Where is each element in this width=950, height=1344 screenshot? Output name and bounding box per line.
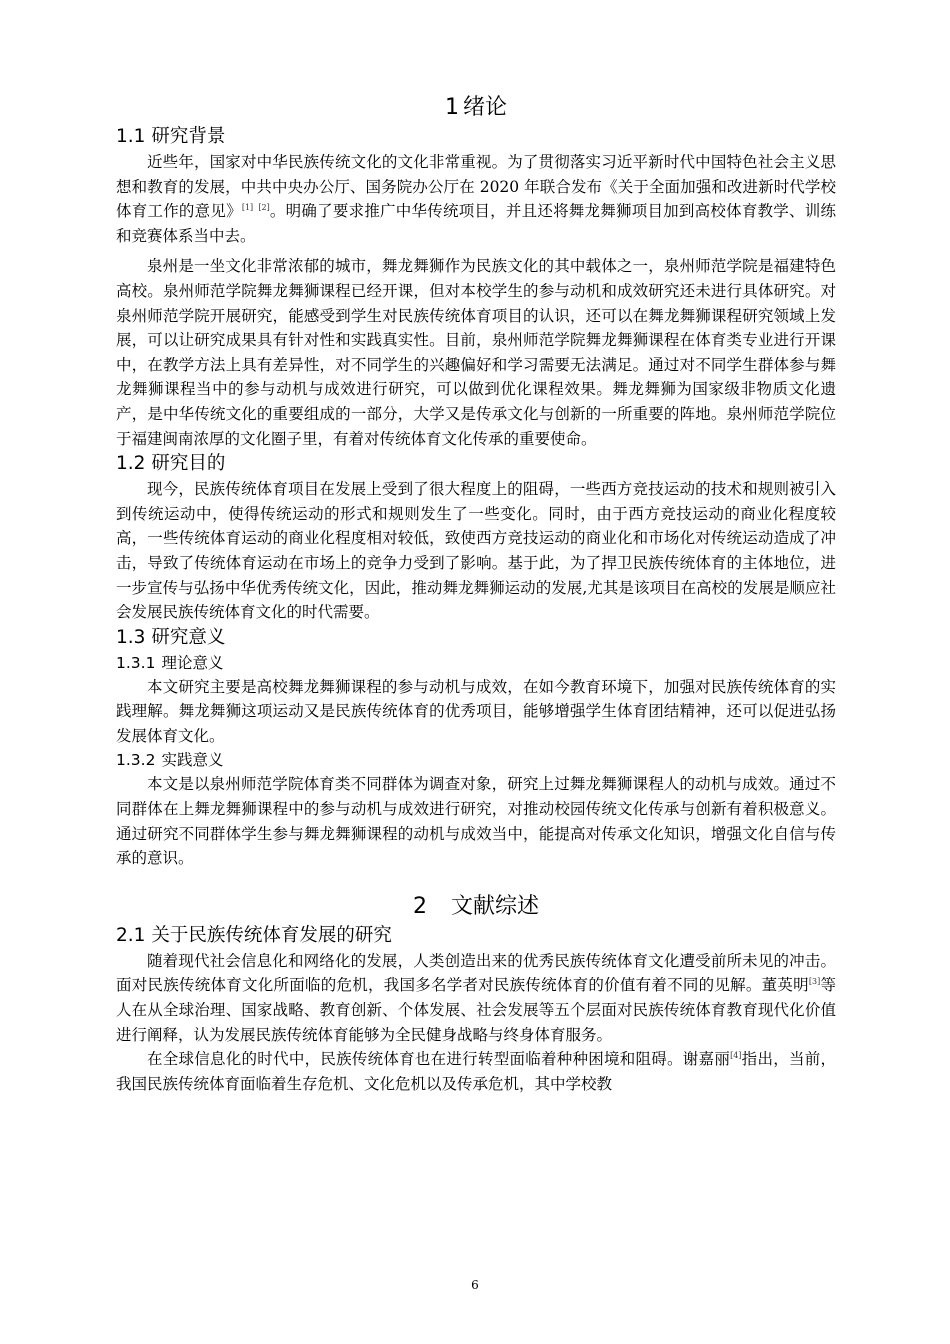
subsection-1-3-2-paragraph-1: 本文是以泉州师范学院体育类不同群体为调查对象，研究上过舞龙舞狮课程人的动机与成效。通过不同群体在上舞龙舞狮课程中的参与动机与成效进行研究，对推动校园传统文化传承与创新有着积极意义。通过研究不同群体学生参与舞龙舞狮课程的动机与成效当中，能提高对传承文化知识，增强文化自信与传承的意识。 xyxy=(116,775,836,868)
section-1-3-heading xyxy=(116,625,836,651)
subsection-1-3-1-heading xyxy=(116,651,836,675)
paragraph-text: 指出，当前，我国民族传统体育面临着生存危机、文化危机以及传承危机，其中学校教 xyxy=(116,1050,836,1093)
section-2-1-heading xyxy=(116,923,836,949)
section-1-2-title: 研究目的 xyxy=(151,453,226,475)
section-1-2-heading xyxy=(116,451,836,477)
paragraph-text: 。明确了要求推广中华传统项目，并且还将舞龙舞狮项目加到高校体育教学、训练和竞赛体系当中去。 xyxy=(116,202,836,245)
section-1-2-paragraph-1: 现今，民族传统体育项目在发展上受到了很大程度上的阻碍，一些西方竞技运动的技术和规则被引入到传统运动中，使得传统运动的形式和规则发生了一些变化。同时，由于西方竞技运动的商业化程度较高，一些传统体育运动的商业化程度相对较低，致使西方竞技运动的商业化和市场化对传统运动造成了冲击，导致了传统体育运动在市场上的竞争力受到了影响。基于此，为了捍卫民族传统体育的主体地位，进一步宣传与弘扬中华优秀传统文化，因此，推动舞龙舞狮运动的发展,尤其是该项目在高校的发展是顺应社会发展民族传统体育文化的时代需要。 xyxy=(116,480,836,622)
section-1-1-title: 研究背景 xyxy=(151,126,226,147)
citation-ref: [3] xyxy=(808,977,821,987)
citation-ref: [4] xyxy=(730,1051,742,1061)
page-number: 6 xyxy=(471,1278,479,1292)
section-1-3-title: 研究意义 xyxy=(151,626,226,648)
section-1-3-number: 1.3 xyxy=(116,626,146,648)
paragraph-text: 随着现代社会信息化和网络化的发展，人类创造出来的优秀民族传统体育文化遭受前所未见的冲击。面对民族传统体育文化所面临的危机，我国多名学者对民族传统体育的价值有着不同的见解。董英明 xyxy=(116,951,836,995)
subsection-1-3-1-paragraph-1: 本文研究主要是高校舞龙舞狮课程的参与动机与成效，在如今教育环境下，加强对民族传统体育的实践理解。舞龙舞狮这项运动又是民族传统体育的优秀项目，能够增强学生体育团结精神，还可以促进弘扬发展体育文化。 xyxy=(116,677,836,745)
paragraph-text: 近些年，国家对中华民族传统文化的文化非常重视。为了贯彻落实习近平新时代中国特色社会主义思想和教育的发展，中共中央办公厅、国务院办公厅在 2020 年联合发布《关于全面加强和改进新时代学校体育工作的意见》 xyxy=(116,153,836,221)
section-1-2-number: 1.2 xyxy=(116,453,146,475)
citation-ref: [2] xyxy=(258,203,270,213)
section-2-1-paragraph-1 xyxy=(116,949,836,1047)
subsection-1-3-1-number: 1.3.1 xyxy=(116,653,156,672)
chapter-1-title: 绪论 xyxy=(462,95,507,120)
subsection-1-3-2-title: 实践意义 xyxy=(161,751,224,770)
subsection-1-3-1-title: 理论意义 xyxy=(161,653,224,672)
subsection-1-3-2-number: 1.3.2 xyxy=(116,751,156,770)
citation-ref: [1] xyxy=(241,203,254,213)
section-1-1-paragraph-1 xyxy=(116,150,836,248)
section-1-1-paragraph-2: 泉州是一坐文化非常浓郁的城市，舞龙舞狮作为民族文化的其中载体之一，泉州师范学院是福建特色高校。泉州师范学院舞龙舞狮课程已经开课，但对本校学生的参与动机和成效研究还未进行具体研究。对泉州师范学院开展研究，能感受到学生对民族传统体育项目的认识，还可以在舞龙舞狮课程研究领域上发展，可以让研究成果具有针对性和实践真实性。目前，泉州师范学院舞龙舞狮课程在体育类专业进行开课中，在教学方法上具有差异性，对不同学生的兴趣偏好和学习需要无法满足。通过对不同学生群体参与舞龙舞狮课程当中的参与动机与成效进行研究，可以做到优化课程效果。舞龙舞狮为国家级非物质文化遗产，是中华传统文化的重要组成的一部分，大学又是传承文化与创新的一所重要的阵地。泉州师范学院位于福建闽南浓厚的文化圈子里，有着对传统体育文化传承的重要使命。 xyxy=(116,257,836,448)
section-1-1-number: 1.1 xyxy=(116,126,146,147)
paragraph-text: 等人在从全球治理、国家战略、教育创新、个体发展、社会发展等五个层面对民族传统体育教育现代化价值进行阐释，认为发展民族传统体育能够为全民健身战略与终身体育服务。 xyxy=(116,976,836,1044)
section-1-1-heading xyxy=(116,124,836,150)
paragraph-text: 在全球信息化的时代中，民族传统体育也在进行转型面临着种种困境和阻碍。谢嘉丽 xyxy=(147,1050,731,1069)
chapter-1-number: 1 xyxy=(444,95,459,120)
chapter-2-number: 2 xyxy=(412,893,427,919)
subsection-1-3-2-heading xyxy=(116,748,836,772)
page-content xyxy=(116,92,836,1096)
section-2-1-title: 关于民族传统体育发展的研究 xyxy=(151,924,392,946)
section-2-1-paragraph-2 xyxy=(116,1047,836,1096)
chapter-2-title: 文献综述 xyxy=(450,893,539,919)
chapter-1-heading xyxy=(116,92,836,124)
chapter-2-heading xyxy=(116,891,836,923)
section-2-1-number: 2.1 xyxy=(116,924,146,946)
